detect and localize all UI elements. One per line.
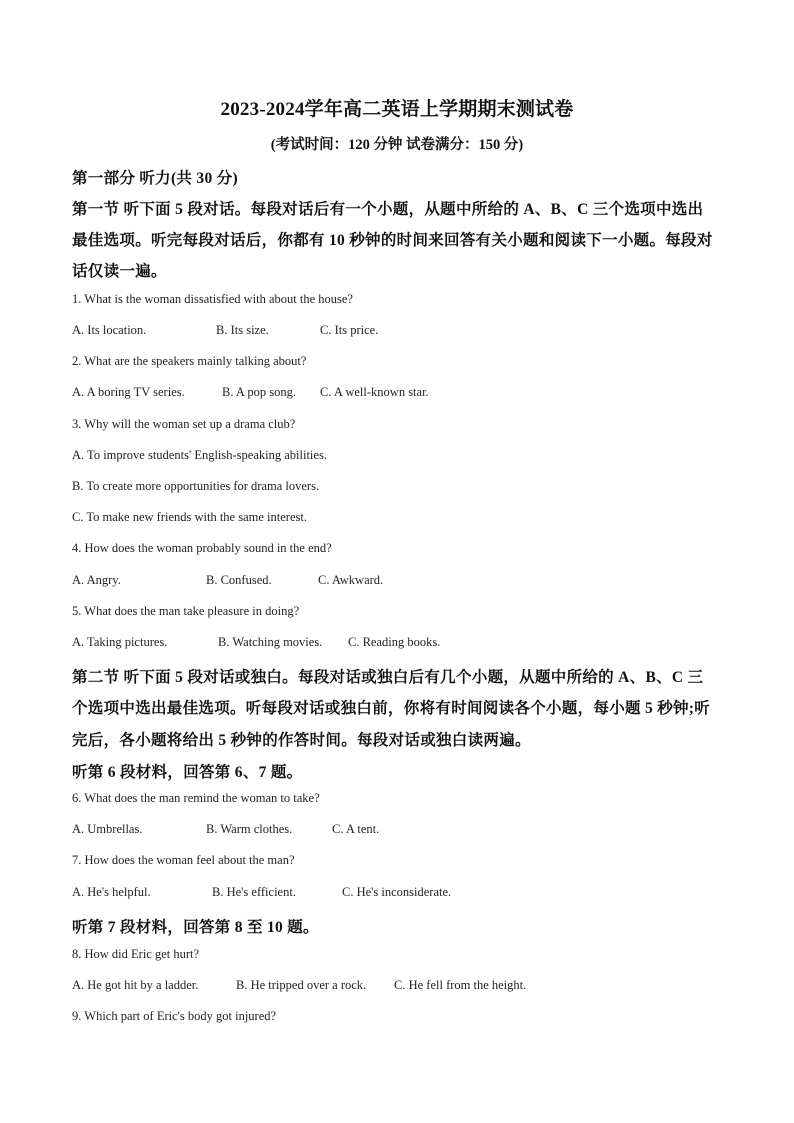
q1-option-c: C. Its price.	[320, 323, 379, 337]
question-2: 2. What are the speakers mainly talking about?	[72, 354, 307, 368]
question-5: 5. What does the man take pleasure in doing?	[72, 604, 300, 618]
q7-option-a: A. He's helpful.	[72, 885, 151, 899]
section2-instructions-line3: 完后，各小题将给出 5 秒钟的作答时间。每段对话或独白读两遍。	[72, 732, 531, 749]
q5-option-a: A. Taking pictures.	[72, 635, 168, 649]
q4-option-a: A. Angry.	[72, 573, 121, 587]
question-4: 4. How does the woman probably sound in the end?	[72, 541, 332, 555]
q1-option-b: B. Its size.	[216, 323, 269, 337]
material-7-heading: 听第 7 段材料，回答第 8 至 10 题。	[72, 919, 319, 936]
q8-option-a: A. He got hit by a ladder.	[72, 978, 199, 992]
q3-option-c: C. To make new friends with the same interest.	[72, 510, 307, 524]
q8-option-c: C. He fell from the height.	[394, 978, 527, 992]
q4-option-b: B. Confused.	[206, 573, 272, 587]
q2-option-c: C. A well-known star.	[320, 385, 429, 399]
section1-instructions-line2: 最佳选项。听完每段对话后，你都有 10 秒钟的时间来回答有关小题和阅读下一小题。每段对	[72, 232, 713, 249]
question-7: 7. How does the woman feel about the man?	[72, 853, 295, 867]
material-6-heading: 听第 6 段材料，回答第 6、7 题。	[72, 764, 303, 781]
q6-option-c: C. A tent.	[332, 822, 380, 836]
question-8: 8. How did Eric get hurt?	[72, 947, 200, 961]
q7-option-b: B. He's efficient.	[212, 885, 296, 899]
q1-option-a: A. Its location.	[72, 323, 147, 337]
question-1: 1. What is the woman dissatisfied with about the house?	[72, 292, 353, 306]
q4-option-c: C. Awkward.	[318, 573, 384, 587]
question-9: 9. Which part of Eric's body got injured?	[72, 1009, 277, 1023]
q5-option-b: B. Watching movies.	[218, 635, 323, 649]
section2-instructions-line2: 个选项中选出最佳选项。听每段对话或独白前，你将有时间阅读各个小题，每小题 5 秒钟;听	[72, 700, 711, 717]
q3-option-b: B. To create more opportunities for drama lovers.	[72, 479, 320, 493]
q6-option-a: A. Umbrellas.	[72, 822, 143, 836]
question-3: 3. Why will the woman set up a drama club?	[72, 417, 296, 431]
part1-heading: 第一部分 听力(共 30 分)	[72, 170, 238, 187]
q8-option-b: B. He tripped over a rock.	[236, 978, 367, 992]
q2-option-b: B. A pop song.	[222, 385, 296, 399]
section2-instructions-line1: 第二节 听下面 5 段对话或独白。每段对话或独白后有几个小题，从题中所给的 A、B、C 三	[72, 669, 704, 686]
exam-subtitle: (考试时间：120 分钟 试卷满分：150 分)	[270, 137, 524, 153]
q6-option-b: B. Warm clothes.	[206, 822, 293, 836]
section1-instructions-line1: 第一节 听下面 5 段对话。每段对话后有一个小题，从题中所给的 A、B、C 三个选项中选出	[72, 201, 704, 218]
exam-title: 2023-2024学年高二英语上学期期末测试卷	[220, 99, 574, 120]
q7-option-c: C. He's inconsiderate.	[342, 885, 452, 899]
q3-option-a: A. To improve students' English-speaking abilities.	[72, 448, 327, 462]
section1-instructions-line3: 话仅读一遍。	[72, 263, 167, 280]
q5-option-c: C. Reading books.	[348, 635, 441, 649]
question-6: 6. What does the man remind the woman to take?	[72, 791, 320, 805]
q2-option-a: A. A boring TV series.	[72, 385, 185, 399]
